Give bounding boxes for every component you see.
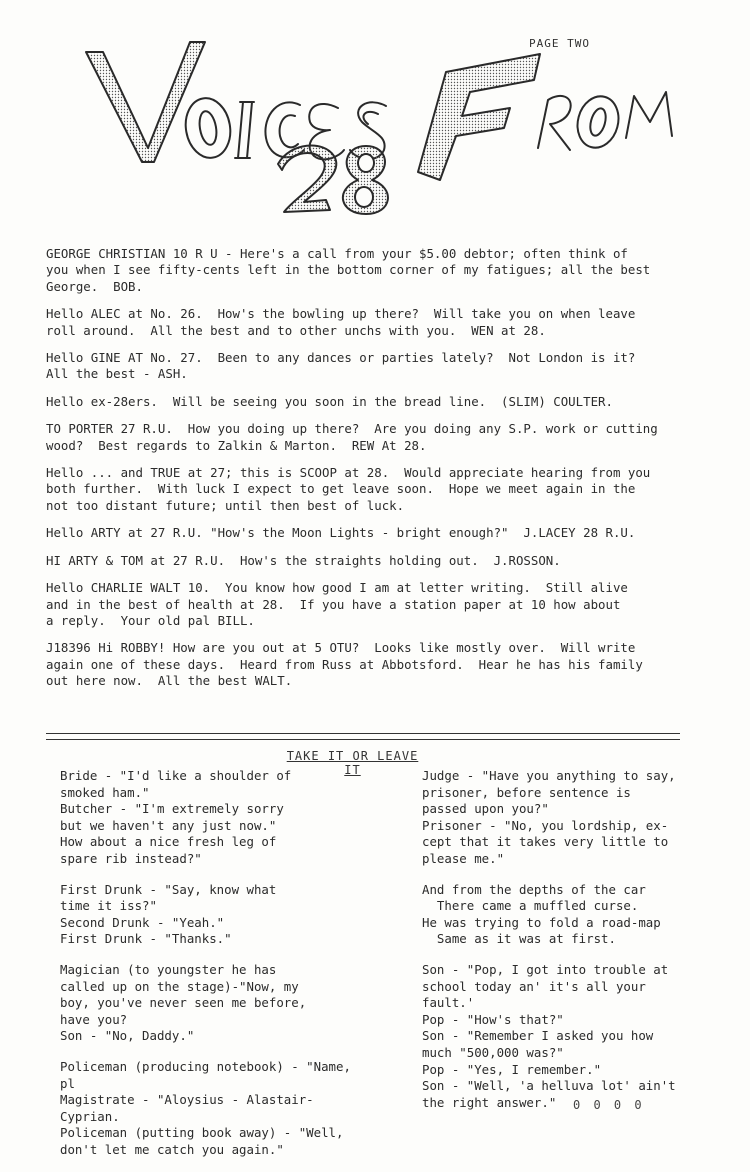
joke-item: Policeman (producing notebook) - "Name, pl Magistrate - "Aloysius - Alastair-Cyprian. Policeman (putting book away) - "Well, don't let me catch you again." xyxy=(60,1058,351,1157)
message-9: Hello CHARLIE WALT 10. You know how good I am at letter writing. Still alive and in the best of health at 28. If you have a station paper at 10 how about a reply. Your old pal BILL. xyxy=(46,580,628,628)
message-6: Hello ... and TRUE at 27; this is SCOOP at 28. Would appreciate hearing from you both further. With luck I expect to get leave soon. Hope we meet again in the not too distant future; until then best of luck. xyxy=(46,465,651,513)
message-3: Hello GINE AT No. 27. Been to any dances or parties lately? Not London is it? All the best - ASH. xyxy=(46,350,636,382)
masthead xyxy=(0,0,750,225)
joke-item: Bride - "I'd like a shoulder of smoked ham." Butcher - "I'm extremely sorry but we haven't any just now." How about a nice fresh leg of spare rib instead?" xyxy=(60,768,292,866)
message-4: Hello ex-28ers. Will be seeing you soon in the bread line. (SLIM) COULTER. xyxy=(46,393,613,409)
section-title: TAKE IT OR LEAVE IT xyxy=(286,749,419,777)
message-8: HI ARTY & TOM at 27 R.U. How's the straights holding out. J.ROSSON. xyxy=(46,552,561,568)
message-2: Hello ALEC at No. 26. How's the bowling up there? Will take you on when leave roll around. All the best and to other unchs with you. WEN at 28. xyxy=(46,306,636,338)
message-5: TO PORTER 27 R.U. How you doing up there? Are you doing any S.P. work or cutting wood? Best regards to Zalkin & Marton. REW At 28. xyxy=(46,421,658,453)
jokes-right-column xyxy=(422,768,682,1125)
divider-rule-bottom xyxy=(46,739,680,740)
jokes-left-column xyxy=(60,768,360,1172)
message-10: J18396 Hi ROBBY! How are you out at 5 OTU? Looks like mostly over. Will write again one of these days. Heard from Russ at Abbotsford. Hear he has his family out here now. All the best WALT. xyxy=(46,640,643,689)
joke-item: Son - "Pop, I got into trouble at school today an' it's all your fault.' Pop - "How's that?" Son - "Remember I asked you how much "500,000 was?" Pop - "Yes, I remember." Son - "Well, 'a helluva lot' ain't the right answer." xyxy=(422,961,676,1110)
page-label: PAGE TWO xyxy=(529,37,590,50)
joke-item: Magician (to youngster he has called up on the stage)-"Now, my boy, you've never seen me before, have you? Son - "No, Daddy." xyxy=(60,961,307,1044)
divider-rule-top xyxy=(46,733,680,734)
message-7: Hello ARTY at 27 R.U. "How's the Moon Lights - bright enough?" J.LACEY 28 R.U. xyxy=(46,525,636,541)
masthead-lettering-art xyxy=(0,0,750,225)
joke-item: First Drunk - "Say, know what time it iss?" Second Drunk - "Yeah." First Drunk - "Thanks." xyxy=(60,881,277,947)
joke-item: Judge - "Have you anything to say, prisoner, before sentence is passed upon you?" Prisoner - "No, you lordship, ex- cept that it takes very little to please me." xyxy=(422,768,676,866)
end-mark: 0 0 0 0 xyxy=(573,1098,645,1112)
message-1: GEORGE CHRISTIAN 10 R U - Here's a call from your $5.00 debtor; often think of you when I see fifty-cents left in the bottom corner of my fatigues; all the best George. BOB. xyxy=(46,246,651,294)
joke-item: And from the depths of the car There came a muffled curse. He was trying to fold a road-map Same as it was at first. xyxy=(422,881,661,947)
personal-messages xyxy=(46,246,686,701)
